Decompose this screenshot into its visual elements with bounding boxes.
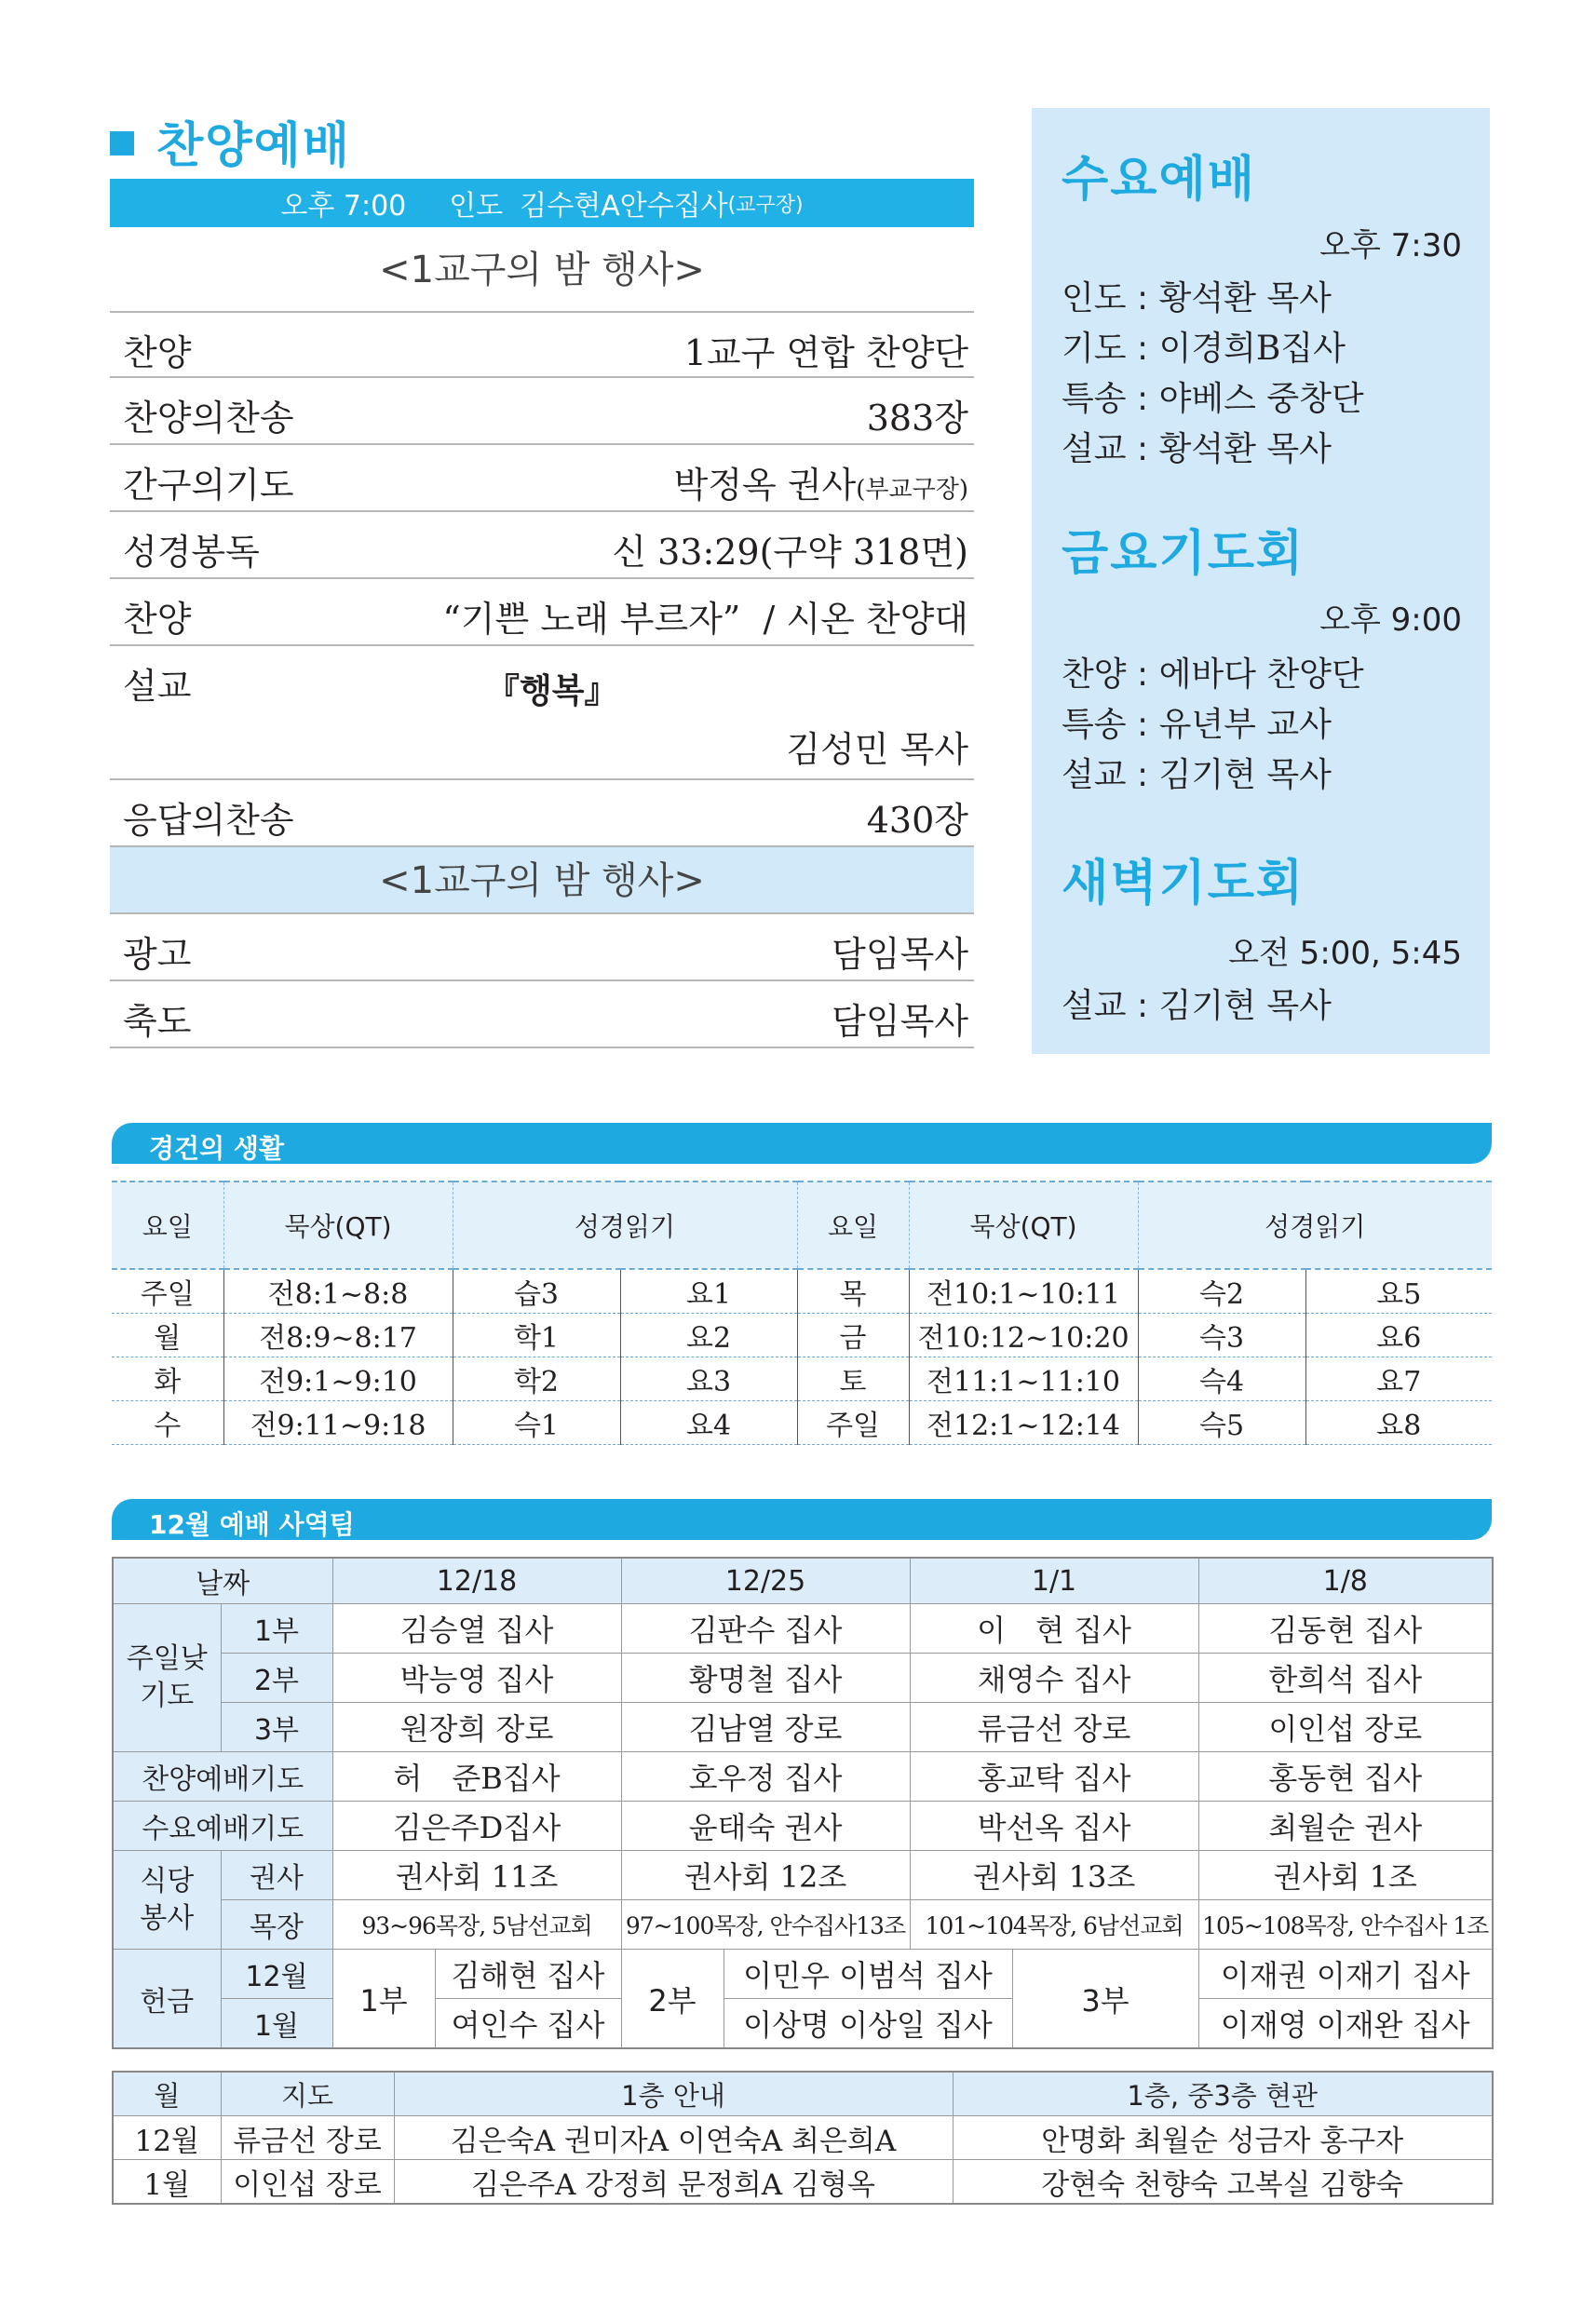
line-value: 황석환 목사 [1158, 430, 1332, 468]
table-row [112, 1357, 1492, 1401]
table-row [113, 2116, 1493, 2160]
cell-day: 금 [797, 1314, 909, 1357]
wednesday-line [1062, 423, 1332, 470]
cell-month: 12월 [113, 2116, 221, 2160]
cell-reading: 요2 [620, 1314, 797, 1357]
order-row [110, 512, 974, 579]
duty-cell: 이인섭 장로 [1198, 1703, 1493, 1752]
order-value: 담임목사 [832, 934, 968, 975]
table-header-row [112, 1182, 1492, 1269]
duty-table [112, 1557, 1494, 2049]
table-row [113, 1604, 1493, 1654]
duty-cell: 황명철 집사 [621, 1654, 910, 1703]
cell-reading: 슥3 [1138, 1314, 1305, 1357]
duty-cell: 원장희 장로 [332, 1703, 621, 1752]
order-label: 찬양의찬송 [123, 398, 294, 439]
part-label: 3부 [221, 1703, 332, 1752]
friday-line [1062, 648, 1364, 695]
cell-floor1: 김은숙A 권미자A 이연숙A 최은희A [394, 2116, 953, 2160]
duty-cell: 홍교탁 집사 [910, 1752, 1198, 1802]
duty-cell: 93~96목장, 5남선교회 [332, 1900, 621, 1950]
header-reading: 성경읽기 [453, 1182, 797, 1269]
part-label: 목장 [221, 1900, 332, 1950]
order-value-with-note [674, 456, 968, 507]
order-row [110, 780, 974, 847]
cell-day: 주일 [797, 1401, 909, 1445]
table-header-row [113, 1558, 1493, 1604]
duty-cell: 101~104목장, 6남선교회 [910, 1900, 1198, 1950]
table-row [113, 1900, 1493, 1950]
sermon-row [110, 646, 974, 780]
duty-cell: 권사회 1조 [1198, 1851, 1493, 1900]
order-label: 찬양 [123, 332, 192, 373]
duty-cell: 이재영 이재완 집사 [1198, 1999, 1493, 2049]
line-key: 설교 : [1062, 756, 1159, 794]
sermon-label: 설교 [123, 666, 192, 707]
cell-day: 수 [112, 1401, 223, 1445]
line-value: 김기현 목사 [1158, 756, 1332, 794]
part-label: 권사 [221, 1851, 332, 1900]
devotion-section-title: 경건의 생활 [149, 1133, 284, 1164]
date-col: 12/25 [621, 1558, 910, 1604]
duty-cell: 박능영 집사 [332, 1654, 621, 1703]
duty-cell: 김은주D집사 [332, 1802, 621, 1851]
duty-cell: 권사회 13조 [910, 1851, 1198, 1900]
duty-cell: 이민우 이범석 집사 [724, 1950, 1012, 1999]
praise-prayer-label: 찬양예배기도 [113, 1752, 332, 1802]
header-day: 요일 [112, 1182, 223, 1269]
service-time: 오후 7:00 [280, 190, 407, 223]
wed-prayer-label: 수요예배기도 [113, 1802, 332, 1851]
offering-part: 1부 [332, 1950, 435, 2049]
dawn-prayer-title: 새벽기도회 [1062, 856, 1305, 911]
guide-table [112, 2071, 1494, 2205]
order-row [110, 981, 974, 1048]
cell-day: 화 [112, 1357, 223, 1401]
offering-label: 헌금 [113, 1950, 221, 2049]
duty-cell: 권사회 12조 [621, 1851, 910, 1900]
cell-qt: 전11:1~11:10 [909, 1357, 1138, 1401]
side-services-box [1032, 108, 1490, 1054]
order-note: (부교구장) [856, 476, 968, 504]
duty-cell: 권사회 11조 [332, 1851, 621, 1900]
sunday-prayer-label: 주일낮 기도 [113, 1604, 221, 1752]
header-floor1: 1층 안내 [394, 2072, 953, 2116]
line-key: 설교 : [1062, 430, 1159, 468]
order-value: 383장 [866, 398, 968, 439]
duty-cell: 최월순 권사 [1198, 1802, 1493, 1851]
line-value: 이경희B집사 [1158, 330, 1346, 368]
order-value: “기쁜 노래 부르자” / 시온 찬양대 [442, 599, 968, 640]
cell-qt: 전10:12~10:20 [909, 1314, 1138, 1357]
table-row [113, 1802, 1493, 1851]
duty-cell: 김승열 집사 [332, 1604, 621, 1654]
friday-line [1062, 698, 1332, 746]
duty-cell: 이 현 집사 [910, 1604, 1198, 1654]
sermon-preacher: 김성민 목사 [786, 729, 968, 770]
wednesday-service-title: 수요예배 [1062, 152, 1256, 208]
line-key: 기도 : [1062, 330, 1159, 368]
cell-reading: 요1 [620, 1269, 797, 1314]
cell-reading: 요4 [620, 1401, 797, 1445]
order-value: 430장 [866, 800, 968, 841]
duty-cell: 이재권 이재기 집사 [1198, 1950, 1493, 1999]
cell-reading: 학2 [453, 1357, 620, 1401]
line-key: 찬양 : [1062, 655, 1159, 694]
duty-cell: 여인수 집사 [435, 1999, 621, 2049]
part-label: 2부 [221, 1654, 332, 1703]
line-value: 야베스 중창단 [1158, 380, 1364, 418]
wednesday-line [1062, 322, 1346, 370]
cell-qt: 전9:11~9:18 [223, 1401, 453, 1445]
order-value: 1교구 연합 찬양단 [683, 332, 968, 373]
line-key: 설교 : [1062, 987, 1159, 1025]
duty-cell: 김판수 집사 [621, 1604, 910, 1654]
cell-qt: 전12:1~12:14 [909, 1401, 1138, 1445]
cell-qt: 전8:1~8:8 [223, 1269, 453, 1314]
cell-month: 1월 [113, 2160, 221, 2205]
order-label: 축도 [123, 1001, 192, 1042]
header-guide: 지도 [221, 2072, 394, 2116]
duty-cell: 채영수 집사 [910, 1654, 1198, 1703]
duty-cell: 허 준B집사 [332, 1752, 621, 1802]
table-header-row [113, 2072, 1493, 2116]
header-day: 요일 [797, 1182, 909, 1269]
duty-cell: 윤태숙 권사 [621, 1802, 910, 1851]
line-key: 특송 : [1062, 380, 1159, 418]
line-value: 유년부 교사 [1158, 706, 1332, 744]
square-bullet-icon [110, 131, 134, 155]
cell-day: 목 [797, 1269, 909, 1314]
cell-day: 주일 [112, 1269, 223, 1314]
cell-guide: 류금선 장로 [221, 2116, 394, 2160]
order-value: 박정옥 권사 [673, 465, 857, 506]
duty-cell: 호우정 집사 [621, 1752, 910, 1802]
cell-reading: 요6 [1305, 1314, 1492, 1357]
order-label: 간구의기도 [123, 465, 294, 506]
duty-cell: 류금선 장로 [910, 1703, 1198, 1752]
cell-floor1: 김은주A 강정희 문정희A 김형옥 [394, 2160, 953, 2205]
kitchen-label: 식당 봉사 [113, 1851, 221, 1950]
dawn-line [1062, 979, 1332, 1027]
offering-month: 12월 [221, 1950, 332, 1999]
order-label: 찬양 [123, 599, 192, 640]
duty-cell: 김해현 집사 [435, 1950, 621, 1999]
table-row [113, 2160, 1493, 2205]
order-row [110, 579, 974, 646]
duty-cell: 한희석 집사 [1198, 1654, 1493, 1703]
cell-reading: 요5 [1305, 1269, 1492, 1314]
date-col: 12/18 [332, 1558, 621, 1604]
cell-reading: 슥1 [453, 1401, 620, 1445]
header-entrance: 1층, 중3층 현관 [953, 2072, 1493, 2116]
cell-guide: 이인섭 장로 [221, 2160, 394, 2205]
devotion-table [112, 1181, 1492, 1445]
header-month: 월 [113, 2072, 221, 2116]
cell-qt: 전8:9~8:17 [223, 1314, 453, 1357]
cell-qt: 전10:1~10:11 [909, 1269, 1138, 1314]
date-label: 날짜 [113, 1558, 332, 1604]
duty-section-header [112, 1499, 1492, 1540]
order-row [110, 445, 974, 512]
header-qt: 묵상(QT) [223, 1182, 453, 1269]
cell-reading: 요7 [1305, 1357, 1492, 1401]
offering-part: 3부 [1012, 1950, 1198, 2049]
order-label: 성경봉독 [123, 532, 260, 573]
part-label: 1부 [221, 1604, 332, 1654]
devotion-section-header [112, 1123, 1492, 1164]
duty-section-title: 12월 예배 사역팀 [149, 1509, 355, 1540]
table-row [113, 1999, 1493, 2049]
table-row [113, 1851, 1493, 1900]
cell-reading: 슥4 [1138, 1357, 1305, 1401]
friday-prayer-time: 오후 9:00 [1319, 601, 1462, 639]
cell-reading: 학1 [453, 1314, 620, 1357]
line-key: 특송 : [1062, 706, 1159, 744]
offering-part: 2부 [621, 1950, 724, 2049]
line-key: 인도 : [1062, 279, 1159, 317]
cell-reading: 슥5 [1138, 1401, 1305, 1445]
line-value: 황석환 목사 [1158, 279, 1332, 317]
cell-day: 월 [112, 1314, 223, 1357]
duty-cell: 김남열 장로 [621, 1703, 910, 1752]
table-row [113, 1950, 1493, 1999]
duty-cell: 김동현 집사 [1198, 1604, 1493, 1654]
event-title: <1교구의 밤 행사> [379, 249, 705, 291]
event-title-2: <1교구의 밤 행사> [110, 847, 974, 914]
cell-reading: 습3 [453, 1269, 620, 1314]
order-value: 담임목사 [832, 1001, 968, 1042]
order-row [110, 914, 974, 981]
offering-month: 1월 [221, 1999, 332, 2049]
line-value: 에바다 찬양단 [1158, 655, 1364, 694]
leader-note: (교구장) [727, 193, 804, 217]
duty-cell: 박선옥 집사 [910, 1802, 1198, 1851]
wednesday-service-time: 오후 7:30 [1319, 227, 1462, 264]
cell-day: 토 [797, 1357, 909, 1401]
leader-name: 김수현A안수집사 [520, 190, 728, 223]
friday-line [1062, 749, 1332, 796]
order-row [110, 378, 974, 445]
cell-reading: 요3 [620, 1357, 797, 1401]
cell-reading: 요8 [1305, 1401, 1492, 1445]
duty-cell: 이상명 이상일 집사 [724, 1999, 1012, 2049]
order-label: 응답의찬송 [123, 800, 294, 841]
cell-entrance: 안명화 최월순 성금자 홍구자 [953, 2116, 1493, 2160]
header-reading: 성경읽기 [1138, 1182, 1492, 1269]
order-label: 광고 [123, 934, 192, 975]
friday-prayer-title: 금요기도회 [1062, 526, 1305, 582]
duty-cell: 105~108목장, 안수집사 1조 [1198, 1900, 1493, 1950]
duty-cell: 97~100목장, 안수집사13조 [621, 1900, 910, 1950]
time-bar [110, 179, 974, 227]
cell-entrance: 강현숙 천향숙 고복실 김향숙 [953, 2160, 1493, 2205]
date-col: 1/8 [1198, 1558, 1493, 1604]
wednesday-line [1062, 372, 1364, 420]
praise-service-title: 찬양예배 [156, 117, 351, 174]
line-value: 김기현 목사 [1158, 987, 1332, 1025]
table-row [112, 1314, 1492, 1357]
section-title-praise-service [110, 108, 351, 173]
cell-qt: 전9:1~9:10 [223, 1357, 453, 1401]
header-qt: 묵상(QT) [909, 1182, 1138, 1269]
wednesday-line [1062, 272, 1332, 319]
table-row [113, 1654, 1493, 1703]
table-row [113, 1703, 1493, 1752]
table-row [112, 1269, 1492, 1314]
order-row [110, 311, 974, 378]
order-value: 신 33:29(구약 318면) [612, 532, 968, 573]
cell-reading: 슥2 [1138, 1269, 1305, 1314]
table-row [112, 1401, 1492, 1445]
table-row [113, 1752, 1493, 1802]
date-col: 1/1 [910, 1558, 1198, 1604]
duty-cell: 홍동현 집사 [1198, 1752, 1493, 1802]
sermon-title: 『행복』 [486, 672, 618, 710]
leader-label: 인도 [449, 190, 504, 223]
dawn-prayer-time: 오전 5:00, 5:45 [1228, 935, 1462, 972]
